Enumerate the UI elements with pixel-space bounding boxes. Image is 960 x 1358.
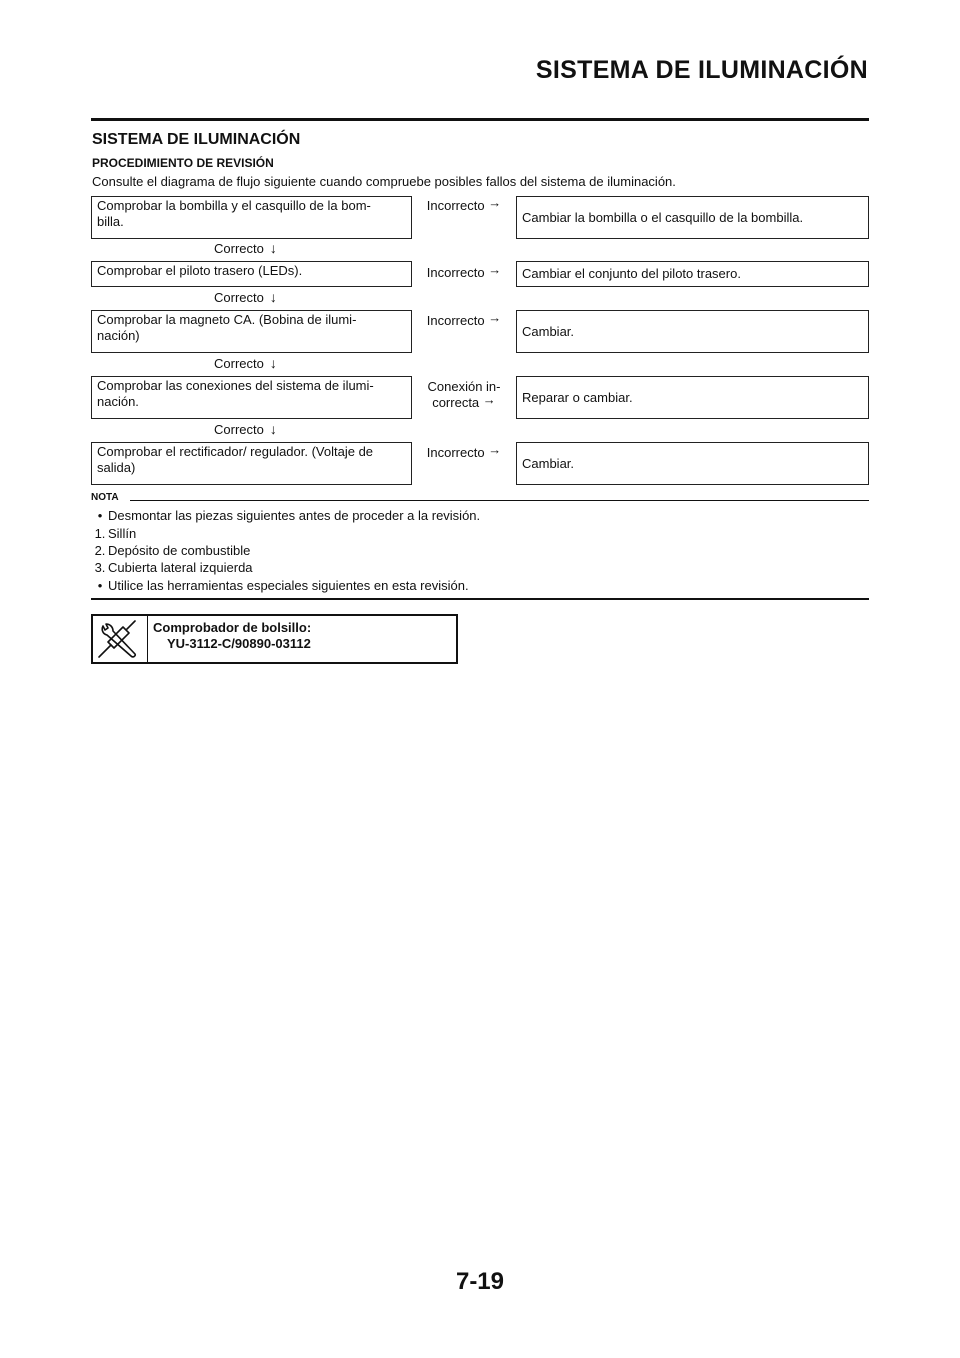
fail-text: Incorrecto [426,265,485,280]
note-marker: 3. [94,560,106,575]
fail-label [412,379,516,411]
arrow-right-icon: → [488,442,502,457]
action-box [516,442,869,485]
nota-label: NOTA [91,492,119,503]
action-box [516,376,869,419]
fail-text: Conexión in- [427,379,501,394]
page-header-title: SISTEMA DE ILUMINACIÓN [535,56,868,84]
fail-label [412,310,516,329]
note-marker: 1. [94,526,106,541]
wrench-screwdriver-icon [93,616,147,662]
fail-label [412,442,516,461]
note-line [92,507,480,524]
fail-text: correcta [432,395,480,410]
check-box-tail-light [91,261,412,287]
header-rule [91,118,869,121]
check-text-line: Comprobar la bombilla y el casquillo de la bom- [97,198,371,213]
fail-label [412,195,516,214]
note-line [92,525,136,542]
action-text: Cambiar. [522,455,575,471]
action-box [516,261,869,287]
intro-text: Consulte el diagrama de flujo siguiente cuando compruebe posibles fallos del sistema de iluminación. [92,174,676,189]
arrow-right-icon: → [488,195,502,210]
arrow-right-icon: → [482,392,496,407]
note-end-rule [91,598,869,600]
note-line [92,559,253,576]
action-text: Cambiar la bombilla o el casquillo de la bombilla. [522,209,804,225]
procedure-title: PROCEDIMIENTO DE REVISIÓN [92,156,274,170]
action-text: Cambiar. [522,323,575,339]
check-box-bulb-socket [91,196,412,239]
nota-rule [130,500,869,501]
action-box [516,196,869,239]
arrow-right-icon: → [488,310,502,325]
note-text: Cubierta lateral izquierda [108,560,253,575]
special-tool-box [91,614,458,664]
check-text-line: salida) [97,460,136,475]
ok-text: Correcto [214,290,264,305]
note-text: Utilice las herramientas especiales siguientes en esta revisión. [108,578,469,593]
check-box-rectifier [91,442,412,485]
arrow-right-icon: → [488,262,502,277]
arrow-down-icon: ↓ [269,355,277,371]
section-title: SISTEMA DE ILUMINACIÓN [92,131,301,148]
note-marker: • [97,508,103,523]
check-text-line: Comprobar el piloto trasero (LEDs). [97,263,303,278]
fail-text: Incorrecto [426,313,485,328]
check-box-connections [91,376,412,419]
ok-label [214,421,277,438]
ok-text: Correcto [214,422,264,437]
action-text: Cambiar el conjunto del piloto trasero. [522,266,741,281]
tool-name: Comprobador de bolsillo: [153,620,312,635]
arrow-down-icon: ↓ [269,421,277,437]
arrow-down-icon: ↓ [269,289,277,305]
ok-label [214,355,277,372]
note-text: Depósito de combustible [108,543,251,558]
note-text: Sillín [108,526,137,541]
fail-text: Incorrecto [426,445,485,460]
ok-label [214,240,277,257]
note-line [92,577,469,594]
check-box-magneto [91,310,412,353]
fail-label [412,262,516,281]
check-text-line: Comprobar las conexiones del sistema de ilumi- [97,378,374,393]
action-text: Reparar o cambiar. [522,389,633,405]
ok-text: Correcto [214,356,264,371]
action-box [516,310,869,353]
fail-text: Incorrecto [426,198,485,213]
check-text-line: nación. [97,394,139,409]
check-text-line: Comprobar la magneto CA. (Bobina de ilumi- [97,312,357,327]
note-text: Desmontar las piezas siguientes antes de proceder a la revisión. [108,508,481,523]
page-number: 7-19 [455,1268,505,1295]
check-text-line: nación) [97,328,140,343]
tool-code: YU-3112-C/90890-03112 [167,636,311,651]
note-marker: 2. [94,543,106,558]
arrow-down-icon: ↓ [269,240,277,256]
check-text-line: billa. [97,214,124,229]
note-marker: • [97,578,103,593]
check-text-line: Comprobar el rectificador/ regulador. (Voltaje de [97,444,374,459]
tool-icon-cell [93,616,148,662]
note-line [92,542,250,559]
ok-label [214,289,277,306]
ok-text: Correcto [214,241,264,256]
